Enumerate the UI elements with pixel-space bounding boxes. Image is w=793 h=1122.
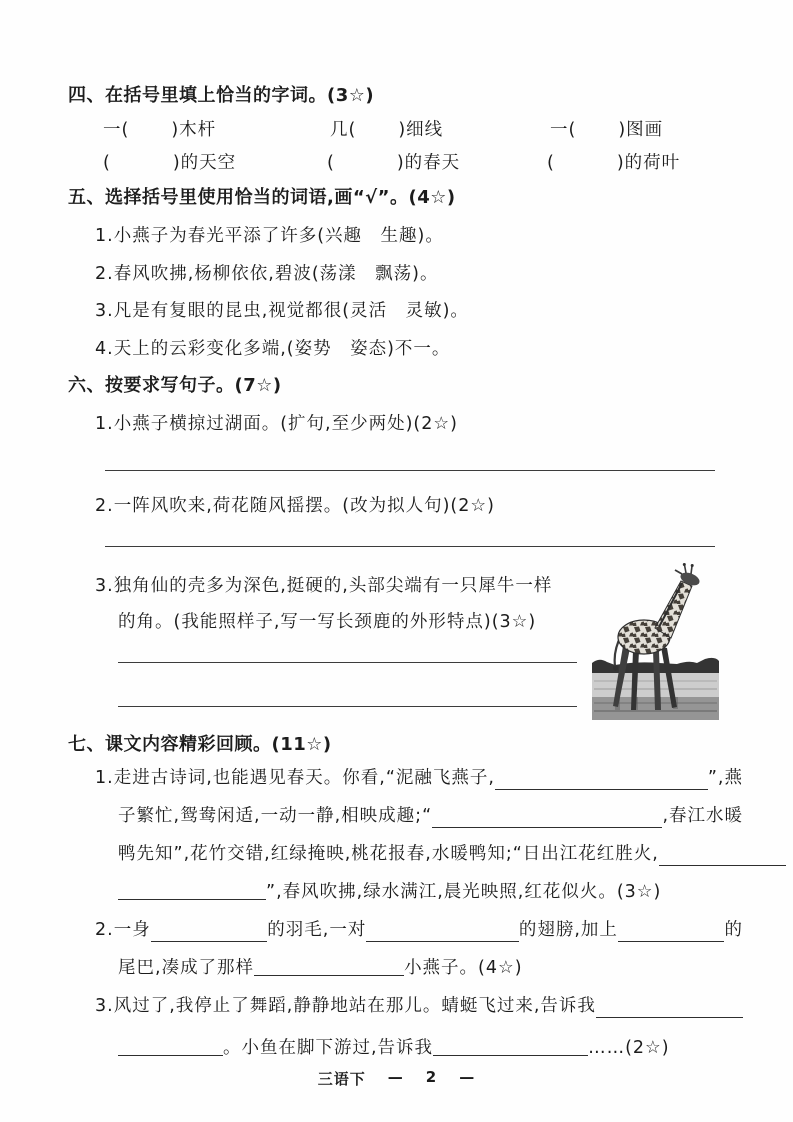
choice-item-3: 3.凡是有复眼的昆虫,视觉都很(灵活 灵敏)。	[95, 301, 469, 321]
q7-2-text: 小燕子。(4☆)	[404, 958, 523, 978]
answer-line	[118, 706, 577, 707]
fill-item-post: )的天空	[172, 153, 237, 173]
fill-item-post: )细线	[398, 120, 444, 140]
question-7-2-line2	[118, 956, 523, 980]
fill-item-post: )的荷叶	[616, 153, 681, 173]
q7-1-text: 子繁忙,鸳鸯闲适,一动一静,相映成趣;“	[118, 806, 433, 826]
giraffe-photo	[589, 560, 722, 723]
question-6-1-text: 1.小燕子横掠过湖面。(扩句,至少两处)(2☆)	[95, 414, 458, 434]
fill-item-pre: (	[327, 153, 335, 173]
question-7-1-line2	[118, 804, 743, 828]
question-6-2-text: 2.一阵风吹来,荷花随风摇摆。(改为拟人句)(2☆)	[95, 496, 495, 516]
answer-blank	[618, 919, 725, 942]
q7-1-text: ”,燕	[707, 768, 743, 788]
question-7-2-line1	[95, 918, 743, 942]
page-footer	[0, 1068, 793, 1089]
answer-blank	[596, 995, 743, 1018]
section-5-title: 五、选择括号里使用恰当的词语,画“√”。(4☆)	[68, 187, 456, 208]
section-4-title: 四、在括号里填上恰当的字词。(3☆)	[68, 85, 375, 106]
fill-item-pre: 几(	[330, 120, 357, 140]
answer-blank	[366, 919, 519, 942]
giraffe-ossicone	[691, 566, 692, 574]
fill-item-pre: 一(	[103, 120, 130, 140]
q7-1-text: 鸭先知”,花竹交错,红绿掩映,桃花报春,水暖鸭知;“日出江花红胜火,	[118, 844, 659, 864]
fill-item	[550, 118, 663, 142]
q7-1-text: ,春江水暖	[662, 806, 743, 826]
question-7-3-line2	[118, 1036, 670, 1060]
giraffe-ear	[675, 570, 682, 574]
choice-item-2: 2.春风吹拂,杨柳依依,碧波(荡漾 飘荡)。	[95, 264, 439, 284]
q7-2-text: 的	[724, 920, 743, 940]
q7-1-text: ”,春风吹拂,绿水满江,晨光映照,红花似火。(3☆)	[266, 882, 662, 902]
answer-blank	[118, 881, 266, 900]
q7-2-text: 的翅膀,加上	[518, 920, 618, 940]
fill-item	[330, 118, 443, 142]
giraffe-photo-svg	[589, 560, 722, 723]
question-6-3-text-line1: 3.独角仙的壳多为深色,挺硬的,头部尖端有一只犀牛一样	[95, 576, 553, 596]
answer-blank	[433, 1037, 588, 1056]
fill-item	[547, 151, 680, 175]
answer-line	[105, 470, 715, 471]
q7-2-text: 的羽毛,一对	[267, 920, 367, 940]
answer-line	[105, 546, 715, 547]
choice-item-1: 1.小燕子为春光平添了许多(兴趣 生趣)。	[95, 226, 444, 246]
answer-blank	[254, 957, 404, 976]
footer-dash-left: —	[387, 1068, 404, 1086]
footer-page-number: 2	[425, 1068, 438, 1086]
section-6-title: 六、按要求写句子。(7☆)	[68, 375, 282, 396]
question-7-1-line3	[118, 842, 786, 866]
question-6-3-text-line2: 的角。(我能照样子,写一写长颈鹿的外形特点)(3☆)	[118, 612, 537, 632]
answer-blank	[151, 919, 268, 942]
fill-item-post: )的春天	[396, 153, 461, 173]
q7-1-text: 1.走进古诗词,也能遇见春天。你看,“泥融飞燕子,	[95, 768, 495, 788]
q7-3-text: ……(2☆)	[588, 1038, 670, 1058]
answer-blank	[659, 843, 786, 866]
question-7-1-line1	[95, 766, 743, 790]
answer-line	[118, 662, 577, 663]
fill-item-post: )图画	[618, 120, 664, 140]
q7-3-text: 3.风过了,我停止了舞蹈,静静地站在那儿。蜻蜓飞过来,告诉我	[95, 996, 596, 1016]
choice-item-4: 4.天上的云彩变化多端,(姿势 姿态)不一。	[95, 339, 451, 359]
fill-item-pre: (	[103, 153, 111, 173]
fill-item	[103, 151, 236, 175]
answer-blank	[432, 805, 662, 828]
giraffe-neck	[655, 581, 692, 638]
answer-blank	[118, 1037, 223, 1056]
footer-book-label: 三语下	[317, 1070, 366, 1088]
fill-item-post: )木杆	[171, 120, 217, 140]
answer-blank	[495, 767, 708, 790]
q7-3-text: 。小鱼在脚下游过,告诉我	[223, 1038, 434, 1058]
giraffe-ossicone	[685, 565, 687, 573]
question-7-1-line4	[118, 880, 661, 904]
question-7-3-line1	[95, 994, 743, 1018]
fill-item	[103, 118, 216, 142]
fill-item-pre: (	[547, 153, 555, 173]
q7-2-text: 尾巴,凑成了那样	[118, 958, 255, 978]
fill-item	[327, 151, 460, 175]
q7-2-text: 2.一身	[95, 920, 151, 940]
section-7-title: 七、课文内容精彩回顾。(11☆)	[68, 734, 332, 755]
fill-item-pre: 一(	[550, 120, 577, 140]
footer-dash-right: —	[459, 1068, 476, 1086]
